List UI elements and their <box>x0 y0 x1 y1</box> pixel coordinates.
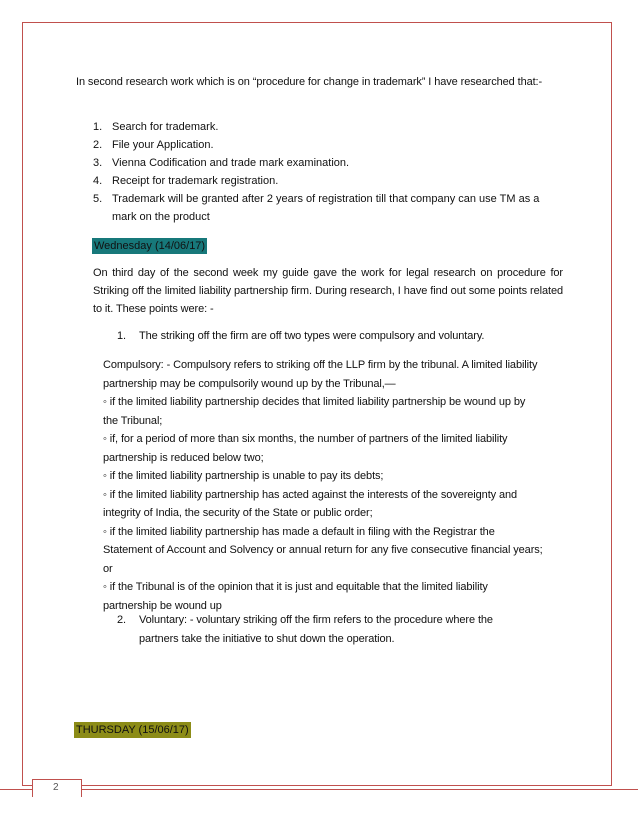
footer-rule <box>0 789 638 790</box>
list-number: 3. <box>93 157 103 169</box>
compulsory-bullet: ◦ if the limited liability partnership decides that limited liability partnership be wound up by the Tribunal; <box>103 396 526 427</box>
point-text: The striking off the firm are off two types were compulsory and voluntary. <box>139 330 485 342</box>
list-item <box>93 190 563 226</box>
list-text: Search for trademark. <box>112 121 219 133</box>
point-number: 1. <box>117 330 126 342</box>
list-number: 4. <box>93 175 103 187</box>
list-text: Receipt for trademark registration. <box>112 175 279 187</box>
wednesday-paragraph: On third day of the second week my guide gave the work for legal research on procedure for Striking off the limited liability partnership firm. During research, I have find out some points related to it. These points were: - <box>93 267 563 315</box>
compulsory-lead: Compulsory: - Compulsory refers to striking off the LLP firm by the tribunal. A limited liability partnership may be compulsorily wound up by the Tribunal,— <box>103 359 538 390</box>
list-text: Vienna Codification and trade mark examination. <box>112 157 350 169</box>
intro-paragraph: In second research work which is on “procedure for change in trademark” I have researched that:- <box>76 76 543 88</box>
list-item <box>93 136 563 154</box>
list-number: 5. <box>93 193 103 205</box>
point-1 <box>117 327 547 345</box>
list-item <box>93 172 563 190</box>
compulsory-bullet: ◦ if the limited liability partnership is unable to pay its debts; <box>103 470 384 482</box>
compulsory-bullet: ◦ if the Tribunal is of the opinion that it is just and equitable that the limited liability partnership be wound up <box>103 581 488 612</box>
list-item <box>93 118 563 136</box>
list-item <box>93 154 563 172</box>
compulsory-bullet: ◦ if the limited liability partnership has acted against the interests of the sovereignty and integrity of India, the security of the State or public order; <box>103 488 518 519</box>
wednesday-heading: Wednesday (14/06/17) <box>94 240 206 252</box>
list-number: 2. <box>93 139 103 151</box>
list-number: 1. <box>93 121 103 133</box>
compulsory-block <box>103 356 543 615</box>
list-text: File your Application. <box>112 139 214 151</box>
point-text: Voluntary: - voluntary striking off the firm refers to the procedure where the partners take the initiative to shut down the operation. <box>139 614 493 645</box>
point-2 <box>117 611 527 648</box>
page-number: 2 <box>53 782 59 793</box>
point-number: 2. <box>117 614 126 626</box>
compulsory-bullet: ◦ if, for a period of more than six months, the number of partners of the limited liability partnership is reduced below two; <box>103 433 508 464</box>
compulsory-bullet: ◦ if the limited liability partnership has made a default in filing with the Registrar the Statement of Account and Solvency or annual return for any five consecutive financial years; or <box>103 525 543 575</box>
thursday-heading: THURSDAY (15/06/17) <box>76 724 189 736</box>
list-text: Trademark will be granted after 2 years of registration till that company can use TM as a mark on the product <box>112 193 540 223</box>
trademark-steps-list <box>93 118 563 226</box>
